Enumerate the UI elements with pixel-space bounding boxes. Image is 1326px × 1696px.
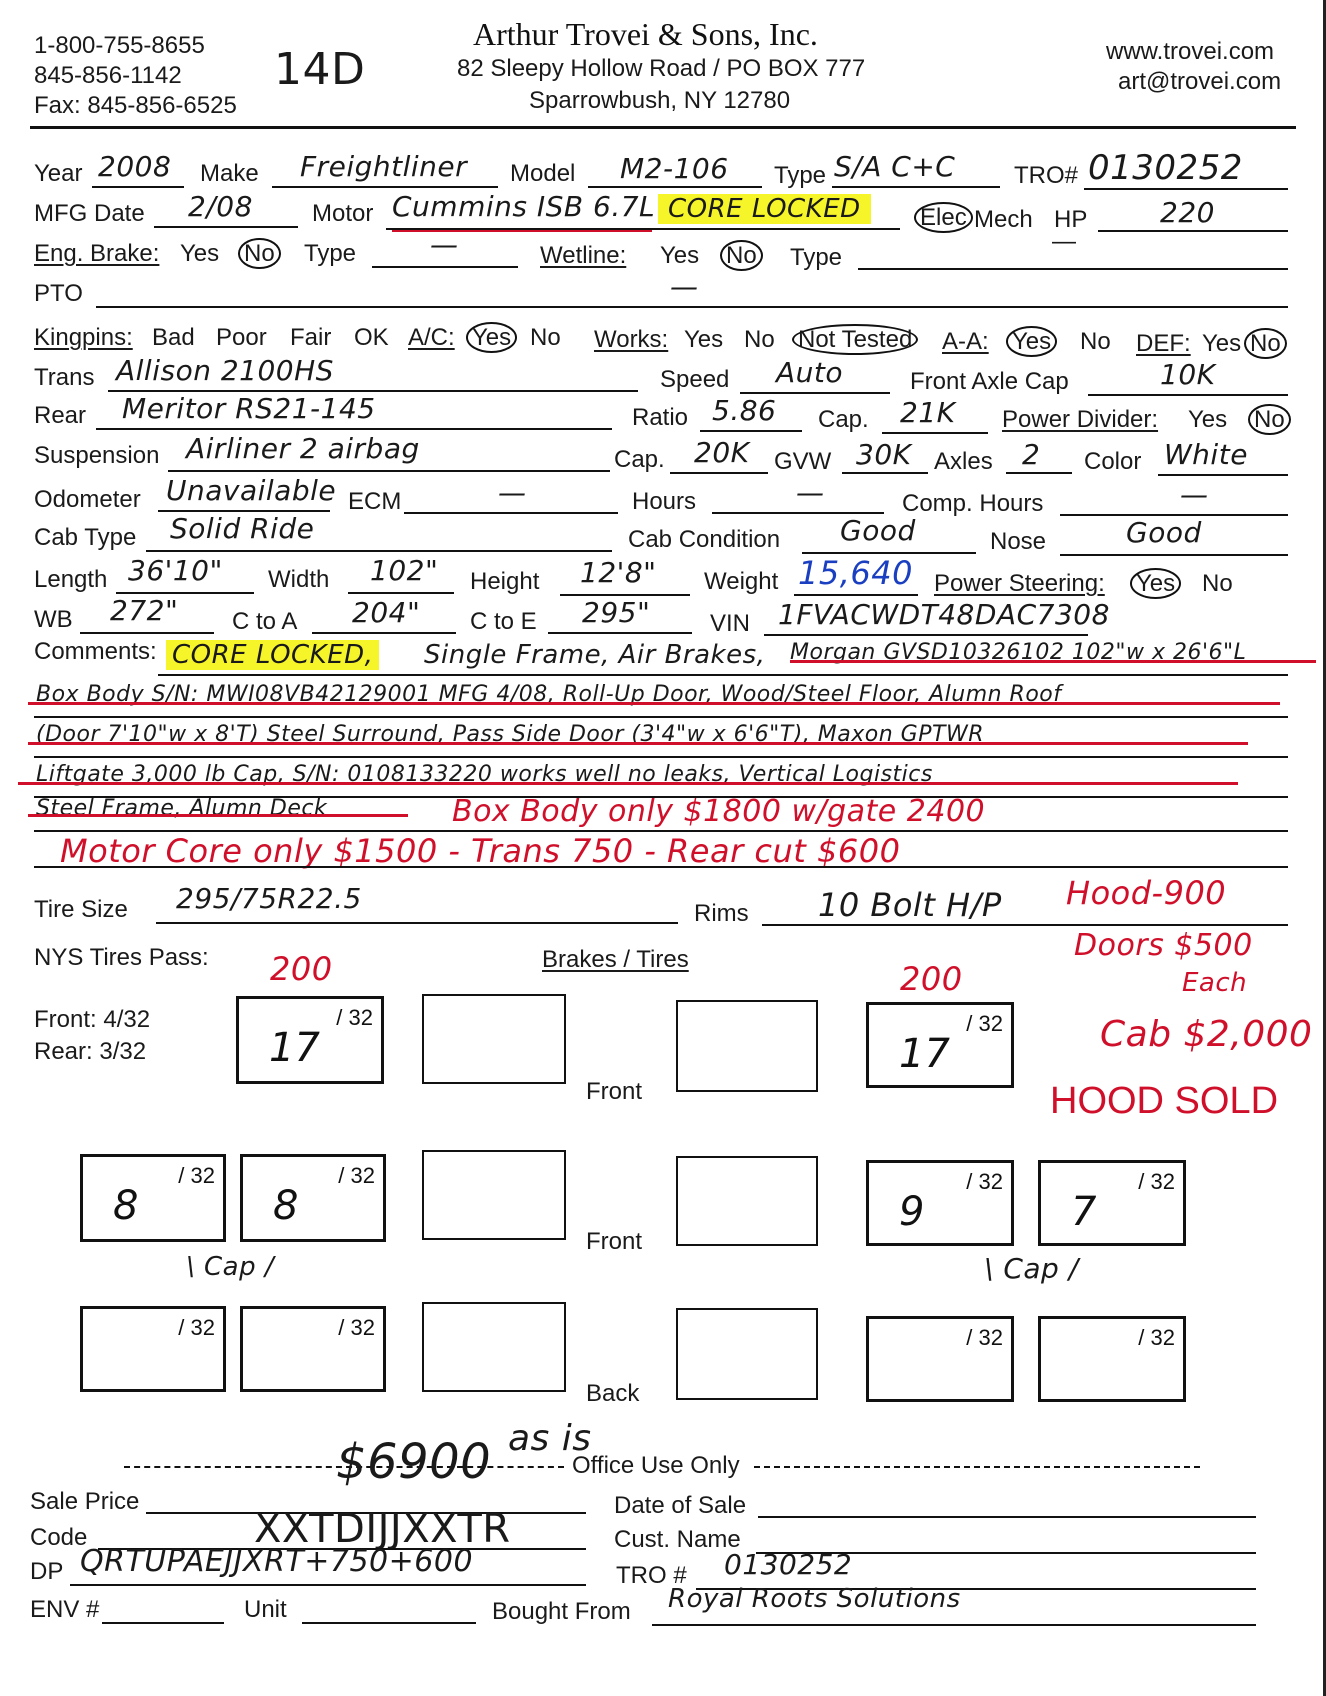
rear-label: Rear bbox=[34, 402, 87, 429]
brake-box-drive1-left[interactable] bbox=[422, 1150, 566, 1240]
speed-label: Speed bbox=[660, 366, 730, 393]
comments-line-4-struck: Liftgate 3,000 lb Cap, S/N: 0108133220 works well no leaks, Vertical Logistics bbox=[36, 762, 933, 787]
def-label: DEF: bbox=[1136, 330, 1191, 357]
rims-label: Rims bbox=[694, 900, 749, 927]
tro-office-label: TRO # bbox=[616, 1562, 687, 1589]
steer-right-price: 200 bbox=[900, 960, 963, 998]
tire-size-value[interactable]: 295/75R22.5 bbox=[176, 882, 362, 915]
type-label: Type bbox=[774, 162, 827, 189]
phone-local: 845-856-1142 bbox=[34, 62, 182, 89]
kingpins-fair[interactable]: Fair bbox=[290, 324, 332, 351]
axles-label: Axles bbox=[934, 448, 993, 475]
comments-line-1: Single Frame, Air Brakes, bbox=[424, 640, 766, 670]
company-email[interactable]: art@trovei.com bbox=[1118, 68, 1282, 95]
elec-label: Elec bbox=[914, 204, 973, 232]
comments-core-locked: CORE LOCKED, bbox=[166, 640, 379, 670]
comments-box-body-price: Box Body only $1800 w/gate 2400 bbox=[452, 794, 986, 829]
gvw-label: GVW bbox=[774, 448, 832, 475]
office-use-only-label: Office Use Only bbox=[572, 1452, 740, 1479]
power-divider-no-circled[interactable]: No bbox=[1248, 406, 1291, 434]
height-label: Height bbox=[470, 568, 540, 595]
tire-box-drive2-left-outer[interactable]: / 32 bbox=[80, 1306, 226, 1392]
hp-value[interactable]: 220 bbox=[1160, 196, 1215, 229]
tire-size-label: Tire Size bbox=[34, 896, 128, 923]
header-divider bbox=[30, 126, 1296, 129]
as-is-note: as is bbox=[508, 1418, 592, 1459]
wetline-type-label: Type bbox=[790, 244, 843, 271]
model-value[interactable]: M2-106 bbox=[620, 152, 729, 185]
wb-value[interactable]: 272" bbox=[110, 594, 179, 627]
c-to-e-value[interactable]: 295" bbox=[582, 596, 651, 629]
tire-box-steer-left[interactable]: / 32 17 bbox=[236, 996, 384, 1084]
length-value[interactable]: 36'10" bbox=[128, 554, 223, 587]
type-value[interactable]: S/A C+C bbox=[834, 150, 956, 183]
eng-brake-label: Eng. Brake: bbox=[34, 240, 160, 267]
suspension-cap-label: Cap. bbox=[614, 446, 665, 473]
date-of-sale-label: Date of Sale bbox=[614, 1492, 747, 1519]
year-value[interactable]: 2008 bbox=[98, 150, 172, 183]
works-label: Works: bbox=[594, 326, 669, 353]
dp-value[interactable]: QRTUPAEJJXRT+750+600 bbox=[80, 1544, 474, 1579]
phone-tollfree: 1-800-755-8655 bbox=[34, 32, 205, 59]
comments-line-3-struck: (Door 7'10"w x 8'T) Steel Surround, Pass Side Door (3'4"w x 6'6"T), Maxon GPTWR bbox=[36, 722, 984, 747]
rims-value[interactable]: 10 Bolt H/P bbox=[818, 886, 1002, 924]
kingpins-poor[interactable]: Poor bbox=[216, 324, 267, 351]
front-axle-cap-value[interactable]: 10K bbox=[1160, 358, 1216, 391]
rear-cap-value[interactable]: 21K bbox=[900, 396, 956, 429]
code-value[interactable]: XXTDIJJXXTR bbox=[254, 1506, 511, 1552]
fax-number: Fax: 845-856-6525 bbox=[34, 92, 237, 119]
speed-value[interactable]: Auto bbox=[776, 356, 844, 389]
ecm-value[interactable]: — bbox=[498, 476, 527, 509]
brake-box-drive2-right[interactable] bbox=[676, 1308, 818, 1400]
rear-value[interactable]: Meritor RS21-145 bbox=[122, 392, 376, 425]
wetline-no-circled[interactable]: No bbox=[720, 242, 763, 270]
comments-line-2-struck: Box Body S/N: MWI08VB42129001 MFG 4/08, Roll-Up Door, Wood/Steel Floor, Alumn Roof bbox=[36, 682, 1062, 707]
handwritten-id: 14D bbox=[274, 44, 366, 95]
tro-label: TRO# bbox=[1014, 162, 1079, 189]
front-axle-label-2: Front bbox=[586, 1228, 643, 1255]
mfg-date-label: MFG Date bbox=[34, 200, 145, 227]
eng-brake-yes[interactable]: Yes bbox=[180, 240, 220, 267]
ac-yes-circled[interactable]: Yes bbox=[466, 324, 517, 352]
suspension-cap-value[interactable]: 20K bbox=[694, 436, 750, 469]
trans-label: Trans bbox=[34, 364, 95, 391]
kingpins-label: Kingpins: bbox=[34, 324, 133, 351]
tire-box-drive2-right-outer[interactable]: / 32 bbox=[1038, 1316, 1186, 1402]
aa-no[interactable]: No bbox=[1080, 328, 1111, 355]
doors-price-note: Doors $500 bbox=[1074, 928, 1253, 963]
nose-label: Nose bbox=[990, 528, 1047, 555]
comments-label: Comments: bbox=[34, 638, 157, 665]
motor-value[interactable]: Cummins ISB 6.7L bbox=[392, 190, 656, 223]
tire-box-drive1-left-outer[interactable]: / 32 8 bbox=[80, 1154, 226, 1242]
dp-label: DP bbox=[30, 1558, 64, 1585]
length-label: Length bbox=[34, 566, 108, 593]
kingpins-bad[interactable]: Bad bbox=[152, 324, 195, 351]
nys-tires-label: NYS Tires Pass: bbox=[34, 944, 209, 971]
wb-label: WB bbox=[34, 606, 73, 633]
def-yes[interactable]: Yes bbox=[1202, 330, 1242, 357]
suspension-value[interactable]: Airliner 2 airbag bbox=[186, 432, 420, 465]
cap-note-right: \ Cap / bbox=[984, 1252, 1079, 1285]
cab-price-note: Cab $2,000 bbox=[1100, 1014, 1313, 1055]
mfg-date-value[interactable]: 2/08 bbox=[188, 190, 253, 223]
aa-label: A-A: bbox=[942, 328, 989, 355]
brake-box-drive1-right[interactable] bbox=[676, 1156, 818, 1246]
wetline-yes[interactable]: Yes bbox=[660, 242, 700, 269]
gvw-value[interactable]: 30K bbox=[856, 438, 912, 471]
eng-brake-no-circled[interactable]: No bbox=[238, 240, 281, 268]
ratio-value[interactable]: 5.86 bbox=[712, 394, 777, 427]
comp-hours-label: Comp. Hours bbox=[902, 490, 1044, 517]
ecm-label: ECM bbox=[348, 488, 402, 515]
cab-condition-label: Cab Condition bbox=[628, 526, 781, 553]
company-website[interactable]: www.trovei.com bbox=[1106, 38, 1275, 65]
pto-value[interactable]: — bbox=[670, 270, 699, 303]
back-axle-label: Back bbox=[586, 1380, 640, 1407]
cab-condition-value[interactable]: Good bbox=[840, 514, 916, 547]
tire-box-drive1-right-outer[interactable]: / 32 7 bbox=[1038, 1160, 1186, 1246]
vin-value[interactable]: 1FVACWDT48DAC7308 bbox=[778, 598, 1110, 631]
nose-value[interactable]: Good bbox=[1126, 516, 1202, 549]
comp-hours-value[interactable]: — bbox=[1180, 478, 1209, 511]
tro-office-value[interactable]: 0130252 bbox=[724, 1548, 853, 1581]
year-label: Year bbox=[34, 160, 83, 187]
cap-note-left: \ Cap / bbox=[186, 1252, 275, 1282]
model-label: Model bbox=[510, 160, 576, 187]
comments-line-5-struck: Steel Frame, Alumn Deck bbox=[36, 796, 328, 821]
eng-brake-type-value[interactable]: — bbox=[430, 228, 459, 261]
rear-requirement: Rear: 3/32 bbox=[34, 1038, 147, 1065]
tire-box-drive2-left-inner[interactable]: / 32 bbox=[240, 1306, 386, 1392]
wetline-label: Wetline: bbox=[540, 242, 627, 269]
rear-cap-label: Cap. bbox=[818, 406, 869, 433]
color-value[interactable]: White bbox=[1164, 438, 1248, 471]
kingpins-ok[interactable]: OK bbox=[354, 324, 389, 351]
odometer-value[interactable]: Unavailable bbox=[166, 474, 337, 507]
pto-label: PTO bbox=[34, 280, 83, 307]
company-address-2: Sparrowbush, NY 12780 bbox=[529, 87, 791, 114]
brake-box-steer-right[interactable] bbox=[676, 1000, 818, 1092]
tire-box-drive2-right-inner[interactable]: / 32 bbox=[866, 1316, 1014, 1402]
hp-dash: — bbox=[1052, 228, 1076, 255]
steer-left-price: 200 bbox=[270, 950, 333, 988]
company-name: Arthur Trovei & Sons, Inc. bbox=[473, 16, 818, 52]
power-steering-no[interactable]: No bbox=[1202, 570, 1233, 597]
sale-price-value[interactable]: $6900 bbox=[336, 1434, 492, 1490]
comments-line-1-struck: Morgan GVSD10326102 102"w x 26'6"L bbox=[790, 640, 1247, 665]
front-axle-label-1: Front bbox=[586, 1078, 643, 1105]
company-address-1: 82 Sleepy Hollow Road / PO BOX 777 bbox=[457, 55, 866, 82]
weight-label: Weight bbox=[704, 568, 779, 595]
power-divider-yes[interactable]: Yes bbox=[1188, 406, 1228, 433]
def-no-circled[interactable]: No bbox=[1244, 330, 1287, 358]
hours-label: Hours bbox=[632, 488, 697, 515]
tro-value[interactable]: 0130252 bbox=[1088, 148, 1243, 188]
c-to-a-label: C to A bbox=[232, 608, 298, 635]
power-steering-yes-circled[interactable]: Yes bbox=[1130, 570, 1181, 598]
cab-type-value[interactable]: Solid Ride bbox=[170, 512, 315, 545]
ratio-label: Ratio bbox=[632, 404, 689, 431]
bought-from-label: Bought From bbox=[492, 1598, 631, 1625]
eng-brake-type-label: Type bbox=[304, 240, 357, 267]
brake-box-steer-left[interactable] bbox=[422, 994, 566, 1084]
make-value[interactable]: Freightliner bbox=[300, 150, 468, 183]
cust-name-label: Cust. Name bbox=[614, 1526, 741, 1553]
width-label: Width bbox=[268, 566, 330, 593]
power-steering-label: Power Steering: bbox=[934, 570, 1105, 597]
bought-from-value[interactable]: Royal Roots Solutions bbox=[668, 1584, 961, 1614]
works-not-tested-circled[interactable]: Not Tested bbox=[792, 326, 918, 354]
vin-label: VIN bbox=[710, 610, 751, 637]
unit-label: Unit bbox=[244, 1596, 287, 1623]
odometer-label: Odometer bbox=[34, 486, 141, 513]
c-to-e-label: C to E bbox=[470, 608, 537, 635]
trans-value[interactable]: Allison 2100HS bbox=[116, 354, 334, 387]
weight-value[interactable]: 15,640 bbox=[798, 554, 913, 592]
hood-price-note: Hood-900 bbox=[1066, 874, 1227, 912]
tire-box-drive1-right-inner[interactable]: / 32 9 bbox=[866, 1160, 1014, 1246]
cab-type-label: Cab Type bbox=[34, 524, 137, 551]
suspension-label: Suspension bbox=[34, 442, 160, 469]
hood-sold-stamp: HOOD SOLD bbox=[1050, 1080, 1279, 1122]
brake-box-drive2-left[interactable] bbox=[422, 1302, 566, 1392]
ac-label: A/C: bbox=[408, 324, 455, 351]
aa-yes-circled[interactable]: Yes bbox=[1006, 328, 1057, 356]
tire-box-steer-right[interactable]: / 32 17 bbox=[866, 1002, 1014, 1088]
mech-label: Mech bbox=[974, 206, 1033, 233]
works-yes[interactable]: Yes bbox=[684, 326, 724, 353]
ac-no[interactable]: No bbox=[530, 324, 561, 351]
front-axle-cap-label: Front Axle Cap bbox=[910, 368, 1069, 395]
tire-box-drive1-left-inner[interactable]: / 32 8 bbox=[240, 1154, 386, 1242]
make-label: Make bbox=[200, 160, 259, 187]
motor-core-locked-note: CORE LOCKED bbox=[658, 194, 871, 224]
works-no[interactable]: No bbox=[744, 326, 775, 353]
motor-label: Motor bbox=[312, 200, 374, 227]
height-value[interactable]: 12'8" bbox=[580, 556, 657, 589]
env-label: ENV # bbox=[30, 1596, 100, 1623]
sale-price-label: Sale Price bbox=[30, 1488, 140, 1515]
hours-value[interactable]: — bbox=[796, 476, 825, 509]
color-label: Color bbox=[1084, 448, 1142, 475]
code-label: Code bbox=[30, 1524, 88, 1551]
brakes-tires-label: Brakes / Tires bbox=[542, 946, 689, 973]
axles-value[interactable]: 2 bbox=[1022, 438, 1041, 471]
doors-each-note: Each bbox=[1182, 968, 1248, 998]
hp-label: HP bbox=[1054, 206, 1088, 233]
power-divider-label: Power Divider: bbox=[1002, 406, 1159, 433]
width-value[interactable]: 102" bbox=[370, 554, 439, 587]
c-to-a-value[interactable]: 204" bbox=[352, 596, 421, 629]
comments-parts-prices: Motor Core only $1500 - Trans 750 - Rear cut $600 bbox=[60, 832, 901, 870]
front-requirement: Front: 4/32 bbox=[34, 1006, 151, 1033]
